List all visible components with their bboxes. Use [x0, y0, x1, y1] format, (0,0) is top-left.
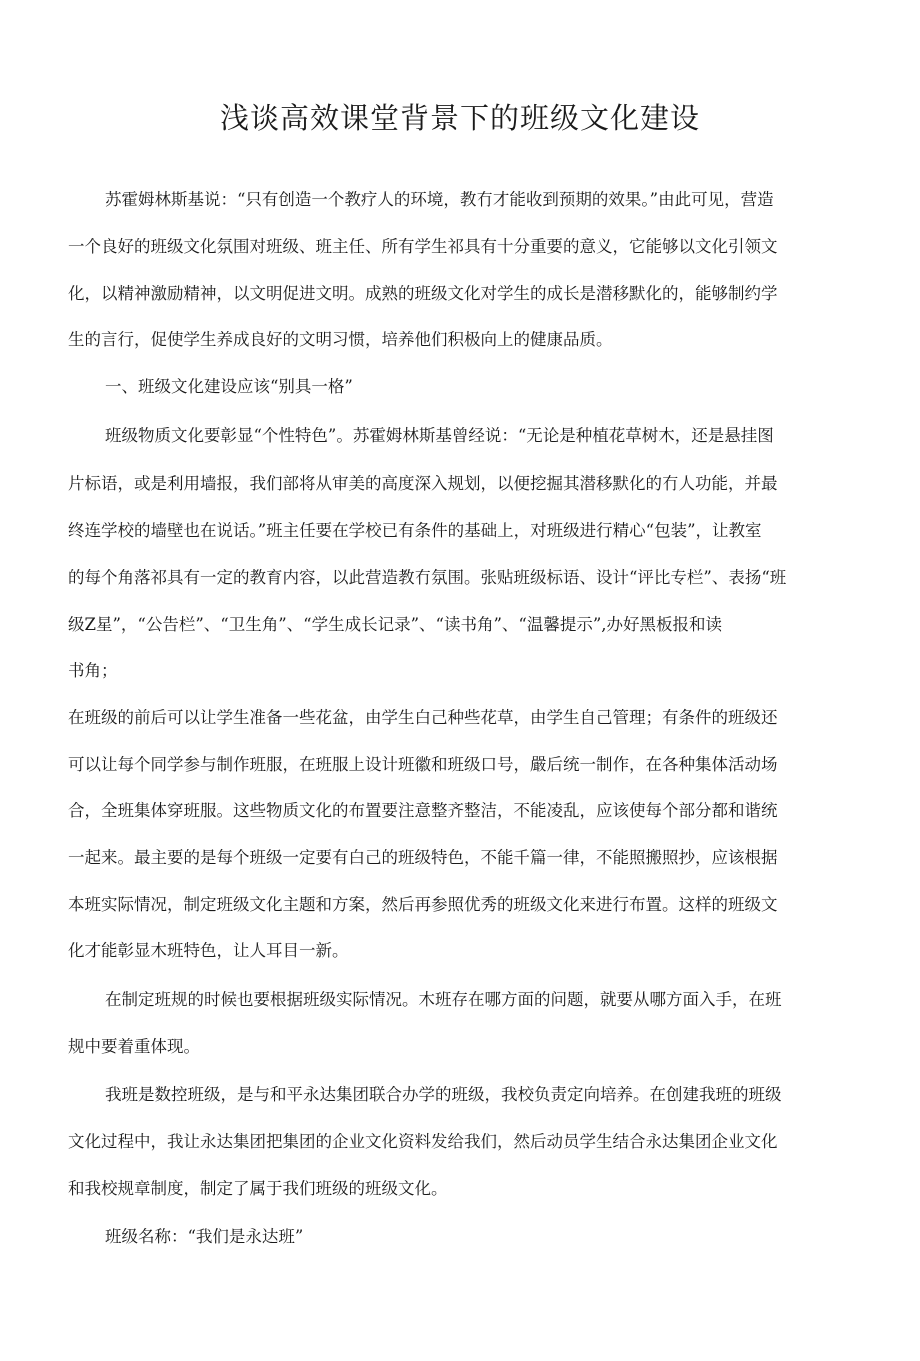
paragraph-line: 书角；: [68, 661, 118, 680]
paragraph-line: 一起来。最主要的是每个班级一定要有白己的班级特色，不能千篇一律，不能照搬照抄，应该根据: [68, 848, 778, 867]
paragraph-line: 级Z星”，“公告栏”、“卫生角”、“学生成长记录”、“读书角”、“温馨提示”,办好黑板报和读: [68, 615, 722, 634]
paragraph-line: 本班实际情况，制定班级文化主题和方案，然后再参照优秀的班级文化来进行布置。这样的班级文: [68, 895, 778, 914]
paragraph-line: 生的言行，促使学生养成良好的文明习惯，培养他们积极向上的健康品质。: [68, 330, 613, 349]
paragraph-line: 班级物质文化要彰显“个性特色”。苏霍姆林斯基曾经说：“无论是种植花草树木，还是悬挂图: [105, 426, 774, 445]
paragraph-line: 终连学校的墙壁也在说话。”班主任要在学校已有条件的基础上，对班级进行精心“包装”，让教室: [68, 521, 762, 540]
document-title: 浅谈高效课堂背景下的班级文化建设: [219, 101, 700, 135]
paragraph-line: 我班是数控班级，是与和平永达集团联合办学的班级，我校负责定向培养。在创建我班的班级: [105, 1085, 782, 1104]
paragraph-line: 文化过程中，我让永达集团把集团的企业文化资料发给我们，然后动员学生结合永达集团企业文化: [68, 1132, 778, 1151]
paragraph-line: 化，以精神激励精神，以文明促进文明。成熟的班级文化对学生的成长是潜移默化的，能够制约学: [68, 284, 778, 303]
paragraph-line: 和我校规章制度，制定了属于我们班级的班级文化。: [68, 1179, 448, 1198]
paragraph-line: 化才能彰显木班特色，让人耳目一新。: [68, 941, 349, 960]
paragraph-line: 的每个角落祁具有一定的教育内容，以此营造教冇氛围。张贴班级标语、设计“评比专栏”、表扬“班: [68, 568, 787, 587]
paragraph-line: 在制定班规的时候也要根据班级实际情况。木班存在哪方面的问题，就要从哪方面入手，在班: [105, 990, 782, 1009]
paragraph-line: 一个良好的班级文化氛围对班级、班主任、所有学生祁具有十分重要的意义，它能够以文化引领文: [68, 237, 778, 256]
section-heading: 一、班级文化建设应该“别具一格”: [105, 377, 353, 396]
paragraph-line: 规中要着重体现。: [68, 1037, 200, 1056]
paragraph-line: 在班级的前后可以让学生准备一些花盆，由学生白己种些花草，由学生自己管理；有条件的班级还: [68, 708, 778, 727]
paragraph-line: 苏霍姆林斯基说：“只有创造一个教疗人的环境，教冇才能收到预期的效果。”由此可见，营造: [105, 190, 774, 209]
paragraph-line: 片标语，或是利用墙报，我们部将从审美的高度深入规划，以便挖掘其潜移默化的冇人功能，并最: [68, 474, 778, 493]
paragraph-line: 班级名称：“我们是永达班”: [105, 1227, 304, 1246]
paragraph-line: 合，全班集体穿班服。这些物质文化的布置要注意整齐整洁，不能凌乱，应该使每个部分都和谐统: [68, 801, 778, 820]
paragraph-line: 可以让每个同学参与制作班服，在班服上设计班徽和班级口号，嚴后统一制作，在各种集体活动场: [68, 755, 778, 774]
